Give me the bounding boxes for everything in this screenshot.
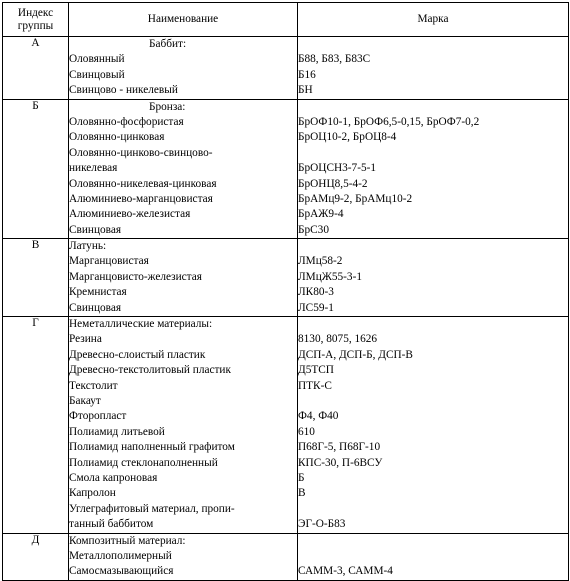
material-mark: ЛС59-1 — [298, 301, 334, 314]
material-mark: БрОФ10-1, БрОФ6,5-0,15, БрОФ7-0,2 — [298, 115, 480, 128]
material-mark — [298, 549, 568, 564]
material-mark: Ф4, Ф40 — [298, 410, 339, 423]
material-mark: КПС-30, П-6ВСУ — [298, 456, 383, 469]
material-name: Оловянно-цинковая — [69, 131, 165, 144]
header-mark: Марка — [298, 3, 569, 37]
material-name: Алюминиево-железистая — [69, 208, 191, 221]
material-name: Древесно-слоистый пластик — [69, 348, 206, 361]
material-mark — [298, 146, 568, 161]
material-name: Бакаут — [69, 394, 101, 407]
table-header-row — [3, 3, 569, 37]
material-name: Текстолит — [69, 379, 118, 392]
header-index-line: Индекс — [17, 6, 54, 19]
table-row — [3, 533, 569, 580]
material-name: Свинцово - никелевый — [69, 84, 178, 97]
material-name: Оловянный — [69, 53, 125, 66]
group-marks-cell — [298, 37, 569, 100]
material-name: Оловянно-цинково-свинцово- — [69, 146, 213, 159]
group-names-cell — [69, 317, 298, 533]
materials-document — [2, 2, 568, 581]
material-mark: БрОЦСН3-7-5-1 — [298, 162, 377, 175]
group-index: В — [3, 239, 69, 317]
material-name: Кремнистая — [69, 286, 127, 299]
material-mark: Б16 — [298, 68, 316, 81]
material-name: Углеграфитовый материал, пропи- — [69, 502, 235, 515]
material-mark: БрАМц9-2, БрАМц10-2 — [298, 192, 413, 205]
group-index: Г — [3, 317, 69, 533]
material-mark: ЛМц58-2 — [298, 255, 343, 268]
material-name: танный баббитом — [69, 518, 154, 531]
group-index: А — [3, 37, 69, 100]
table-row — [3, 37, 569, 100]
material-name: Свинцовая — [69, 223, 122, 236]
material-name: Оловянно-фосфористая — [69, 115, 184, 128]
group-marks-cell — [298, 99, 569, 239]
material-mark: 8130, 8075, 1626 — [298, 333, 378, 346]
materials-table — [2, 2, 569, 581]
table-row — [3, 239, 569, 317]
material-mark: САММ-3, САММ-4 — [298, 565, 393, 578]
material-mark: БрС30 — [298, 223, 329, 236]
material-name: Фторопласт — [69, 410, 127, 423]
material-name: Свинцовый — [69, 68, 125, 81]
material-name: Полиамид литьевой — [69, 425, 165, 438]
group-category: Баббит: — [149, 38, 187, 50]
material-name: Полиамид наполненный графитом — [69, 441, 235, 454]
material-mark: П68Г-5, П68Г-10 — [298, 441, 381, 454]
category-spacer — [298, 317, 568, 332]
material-mark: БН — [298, 84, 313, 97]
table-row — [3, 99, 569, 239]
material-mark: 610 — [298, 425, 315, 438]
material-name: никелевая — [69, 162, 118, 175]
group-marks-cell — [298, 533, 569, 580]
material-name: Марганцовисто-железистая — [69, 270, 202, 283]
material-mark — [298, 502, 568, 517]
material-name: Свинцовая — [69, 301, 122, 314]
material-name: Полиамид стеклонаполненный — [69, 456, 218, 469]
table-row — [3, 317, 569, 533]
material-name: Резина — [69, 333, 102, 346]
material-name: Капролон — [69, 487, 116, 500]
header-name: Наименование — [69, 3, 298, 37]
header-index — [3, 3, 69, 37]
group-index: Д — [3, 533, 69, 580]
group-names-cell — [69, 37, 298, 100]
category-spacer — [298, 100, 568, 115]
material-name: Смола капроновая — [69, 471, 158, 484]
header-index-line: группы — [17, 19, 54, 32]
material-mark: БрАЖ9-4 — [298, 208, 344, 221]
material-mark: БрОЦ10-2, БрОЦ8-4 — [298, 131, 397, 144]
material-mark: Б — [298, 471, 305, 484]
material-mark: ДСП-А, ДСП-Б, ДСП-В — [298, 348, 413, 361]
material-name: Самосмазывающийся — [69, 565, 174, 578]
group-category: Латунь: — [69, 240, 107, 253]
material-name: Древесно-текстолитовый пластик — [69, 364, 231, 377]
material-name: Оловянно-никелевая-цинковая — [69, 177, 217, 190]
category-spacer — [298, 37, 568, 52]
material-name: Алюминиево-марганцовистая — [69, 192, 213, 205]
group-marks-cell — [298, 317, 569, 533]
material-mark: ЭГ-О-Б83 — [298, 518, 346, 531]
material-name: Марганцовистая — [69, 255, 149, 268]
group-category: Бронза: — [149, 100, 186, 113]
group-names-cell — [69, 533, 298, 580]
group-index: Б — [3, 99, 69, 239]
material-mark: ЛМцЖ55-3-1 — [298, 270, 362, 283]
group-marks-cell — [298, 239, 569, 317]
group-names-cell — [69, 239, 298, 317]
material-mark: В — [298, 487, 306, 500]
table-body — [3, 37, 569, 581]
group-category: Неметаллические материалы: — [69, 318, 213, 331]
group-category: Композитный материал: — [69, 534, 186, 547]
material-mark — [298, 394, 568, 409]
category-spacer — [298, 239, 568, 254]
material-mark: Д5ТСП — [298, 364, 334, 377]
group-names-cell — [69, 99, 298, 239]
material-mark: ЛК80-3 — [298, 286, 334, 299]
material-mark: Б88, Б83, Б83С — [298, 53, 371, 66]
material-mark: ПТК-С — [298, 379, 332, 392]
category-spacer — [298, 534, 568, 549]
material-name: Металлополимерный — [69, 549, 172, 562]
material-mark: БрОНЦ8,5-4-2 — [298, 177, 368, 190]
